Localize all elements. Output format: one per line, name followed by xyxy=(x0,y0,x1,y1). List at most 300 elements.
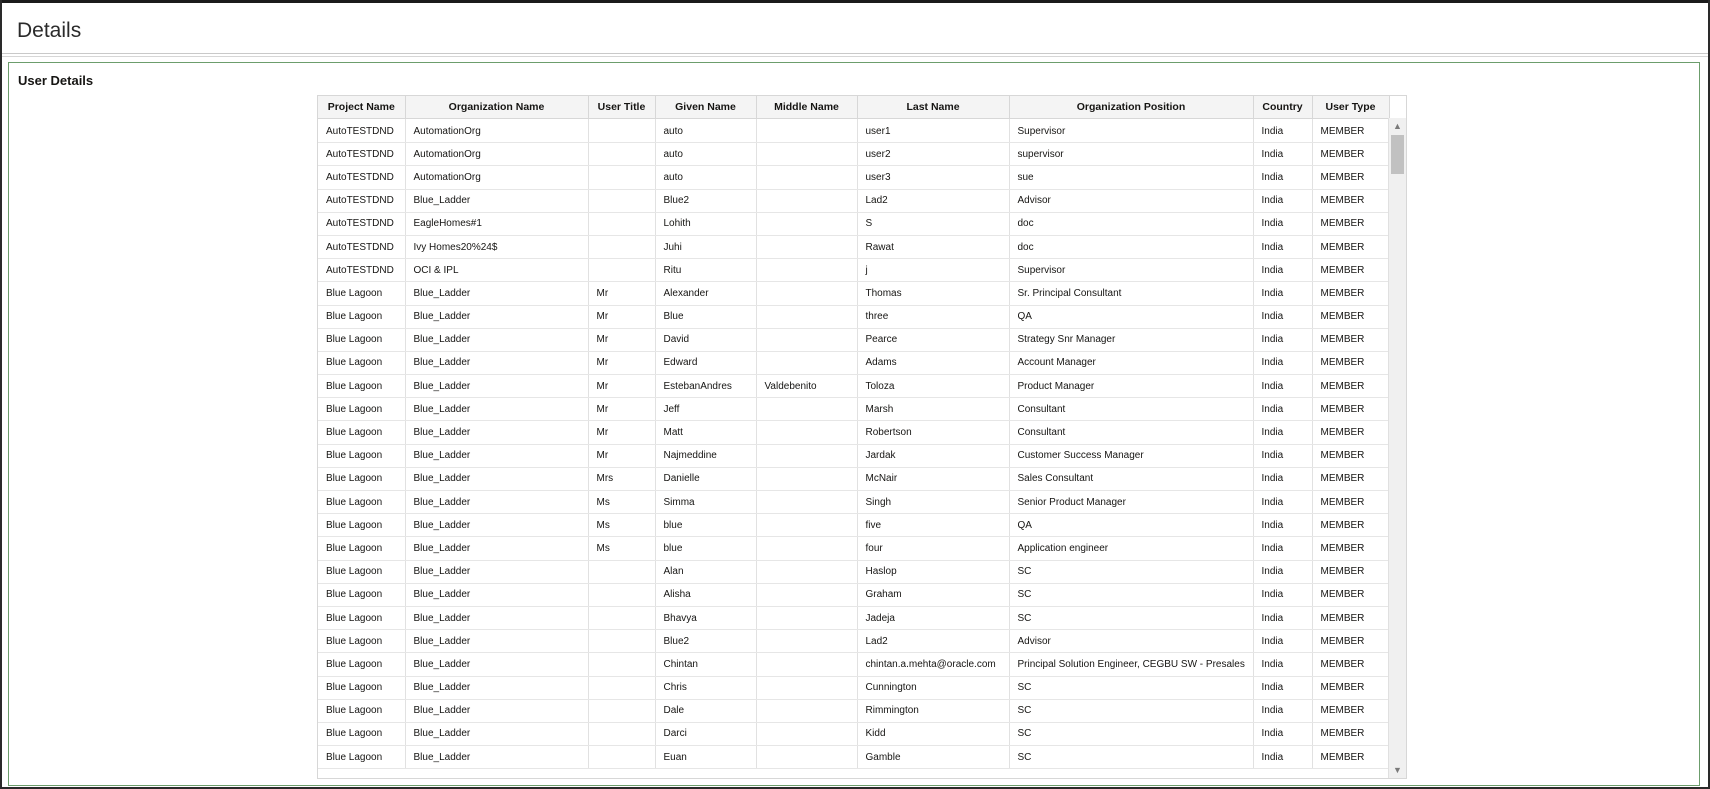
table-cell xyxy=(756,328,857,351)
table-cell: blue xyxy=(655,537,756,560)
table-row[interactable] xyxy=(318,606,1389,629)
table-cell: Darci xyxy=(655,722,756,745)
table-row[interactable] xyxy=(318,421,1389,444)
table-cell: Blue Lagoon xyxy=(318,305,405,328)
table-cell: India xyxy=(1253,421,1312,444)
table-cell: SC xyxy=(1009,606,1253,629)
chevron-up-icon[interactable]: ▲ xyxy=(1393,121,1402,131)
table-cell: MEMBER xyxy=(1312,166,1389,189)
table-cell: Blue Lagoon xyxy=(318,537,405,560)
table-cell: MEMBER xyxy=(1312,351,1389,374)
table-cell: Singh xyxy=(857,491,1009,514)
table-row[interactable] xyxy=(318,375,1389,398)
table-cell: MEMBER xyxy=(1312,583,1389,606)
table-cell: Blue_Ladder xyxy=(405,514,588,537)
table-cell xyxy=(588,259,655,282)
table-row[interactable] xyxy=(318,746,1389,769)
table-cell: Blue Lagoon xyxy=(318,630,405,653)
table-cell: Strategy Snr Manager xyxy=(1009,328,1253,351)
table-cell xyxy=(588,560,655,583)
table-cell: auto xyxy=(655,119,756,143)
table-cell: Advisor xyxy=(1009,630,1253,653)
table-cell: Alexander xyxy=(655,282,756,305)
table-cell: MEMBER xyxy=(1312,305,1389,328)
table-cell: Blue Lagoon xyxy=(318,606,405,629)
table-cell: MEMBER xyxy=(1312,537,1389,560)
table-cell xyxy=(756,166,857,189)
table-cell xyxy=(588,699,655,722)
table-cell: Blue_Ladder xyxy=(405,653,588,676)
table-cell xyxy=(756,537,857,560)
table-cell: Blue_Ladder xyxy=(405,421,588,444)
table-cell: sue xyxy=(1009,166,1253,189)
table-cell: India xyxy=(1253,328,1312,351)
panel-title: User Details xyxy=(18,73,94,88)
table-cell: Blue Lagoon xyxy=(318,375,405,398)
table-cell: Blue_Ladder xyxy=(405,189,588,212)
table-cell xyxy=(756,398,857,421)
table-cell: Mr xyxy=(588,328,655,351)
table-cell: India xyxy=(1253,375,1312,398)
table-cell: India xyxy=(1253,491,1312,514)
column-header[interactable]: User Type xyxy=(1312,96,1389,119)
table-cell: MEMBER xyxy=(1312,514,1389,537)
table-cell: Rawat xyxy=(857,235,1009,258)
table-cell: Mr xyxy=(588,444,655,467)
table-cell: AutoTESTDND xyxy=(318,166,405,189)
table-cell: Gamble xyxy=(857,746,1009,769)
table-cell: Blue Lagoon xyxy=(318,491,405,514)
table-cell: Account Manager xyxy=(1009,351,1253,374)
table-cell: S xyxy=(857,212,1009,235)
table-cell: Bhavya xyxy=(655,606,756,629)
table-cell: MEMBER xyxy=(1312,699,1389,722)
vertical-scrollbar[interactable] xyxy=(1388,118,1406,778)
table-cell: David xyxy=(655,328,756,351)
table-cell: Mr xyxy=(588,305,655,328)
table-cell: Blue Lagoon xyxy=(318,444,405,467)
table-cell xyxy=(756,676,857,699)
table-cell: AutoTESTDND xyxy=(318,189,405,212)
table-cell: MEMBER xyxy=(1312,560,1389,583)
table-header-row xyxy=(318,96,1389,119)
table-cell: user2 xyxy=(857,143,1009,166)
table-cell: Euan xyxy=(655,746,756,769)
table-cell xyxy=(588,583,655,606)
table-row[interactable] xyxy=(318,328,1389,351)
table-row[interactable] xyxy=(318,166,1389,189)
table-row[interactable] xyxy=(318,722,1389,745)
table-cell: Blue Lagoon xyxy=(318,351,405,374)
table-cell: Consultant xyxy=(1009,421,1253,444)
table-cell: Blue2 xyxy=(655,189,756,212)
table-cell: India xyxy=(1253,444,1312,467)
table-cell xyxy=(588,189,655,212)
table-cell: India xyxy=(1253,537,1312,560)
table-cell: Blue_Ladder xyxy=(405,398,588,421)
table-cell xyxy=(756,606,857,629)
table-cell: Blue Lagoon xyxy=(318,514,405,537)
table-cell: Supervisor xyxy=(1009,259,1253,282)
table-cell: MEMBER xyxy=(1312,444,1389,467)
table-cell xyxy=(756,630,857,653)
table-cell: MEMBER xyxy=(1312,606,1389,629)
table-cell: doc xyxy=(1009,235,1253,258)
table-cell xyxy=(588,212,655,235)
table-cell: Lohith xyxy=(655,212,756,235)
table-cell xyxy=(756,212,857,235)
table-row[interactable] xyxy=(318,305,1389,328)
table-cell: McNair xyxy=(857,467,1009,490)
table-cell xyxy=(756,514,857,537)
table-cell xyxy=(756,259,857,282)
table-cell: Mr xyxy=(588,282,655,305)
table-cell: doc xyxy=(1009,212,1253,235)
table-row[interactable] xyxy=(318,351,1389,374)
table-cell: Blue Lagoon xyxy=(318,467,405,490)
table-cell: AutoTESTDND xyxy=(318,235,405,258)
table-cell: Alisha xyxy=(655,583,756,606)
table-cell: Blue_Ladder xyxy=(405,722,588,745)
table-cell: Blue Lagoon xyxy=(318,676,405,699)
table-cell: MEMBER xyxy=(1312,630,1389,653)
table-row[interactable] xyxy=(318,444,1389,467)
table-cell: SC xyxy=(1009,583,1253,606)
table-cell: chintan.a.mehta@oracle.com xyxy=(857,653,1009,676)
table-cell: MEMBER xyxy=(1312,328,1389,351)
table-cell: MEMBER xyxy=(1312,722,1389,745)
table-row[interactable] xyxy=(318,630,1389,653)
table-row[interactable] xyxy=(318,560,1389,583)
table-cell: blue xyxy=(655,514,756,537)
header-divider xyxy=(2,56,1708,57)
table-cell: MEMBER xyxy=(1312,421,1389,444)
table-cell: QA xyxy=(1009,305,1253,328)
table-cell xyxy=(588,746,655,769)
table-cell: Mrs xyxy=(588,467,655,490)
table-cell: MEMBER xyxy=(1312,375,1389,398)
table-cell: five xyxy=(857,514,1009,537)
table-cell: Senior Product Manager xyxy=(1009,491,1253,514)
table-cell: India xyxy=(1253,467,1312,490)
table-cell: supervisor xyxy=(1009,143,1253,166)
table-cell: Pearce xyxy=(857,328,1009,351)
table-cell: j xyxy=(857,259,1009,282)
table-row[interactable] xyxy=(318,676,1389,699)
table-cell: Ms xyxy=(588,491,655,514)
table-cell: Lad2 xyxy=(857,630,1009,653)
table-cell: SC xyxy=(1009,699,1253,722)
table-cell: India xyxy=(1253,606,1312,629)
table-cell: Ms xyxy=(588,537,655,560)
table-cell: Mr xyxy=(588,351,655,374)
table-cell: Lad2 xyxy=(857,189,1009,212)
table-cell xyxy=(756,235,857,258)
table-cell: Dale xyxy=(655,699,756,722)
table-cell: Blue xyxy=(655,305,756,328)
table-cell: Blue_Ladder xyxy=(405,630,588,653)
table-cell: Blue_Ladder xyxy=(405,351,588,374)
table-row[interactable] xyxy=(318,514,1389,537)
table-cell: Jadeja xyxy=(857,606,1009,629)
table-cell: Principal Solution Engineer, CEGBU SW - Presales xyxy=(1009,653,1253,676)
table-cell: Blue_Ladder xyxy=(405,746,588,769)
table-row[interactable] xyxy=(318,699,1389,722)
column-header[interactable]: Given Name xyxy=(655,96,756,119)
table-cell xyxy=(588,606,655,629)
table-cell: India xyxy=(1253,351,1312,374)
table-cell: India xyxy=(1253,653,1312,676)
table-cell: Blue_Ladder xyxy=(405,305,588,328)
table-cell xyxy=(756,491,857,514)
table-cell: Ms xyxy=(588,514,655,537)
table-row[interactable] xyxy=(318,143,1389,166)
table-body xyxy=(318,119,1389,769)
table-cell: Ivy Homes20%24$ xyxy=(405,235,588,258)
table-cell: Blue_Ladder xyxy=(405,699,588,722)
table-cell xyxy=(588,143,655,166)
table-cell: Product Manager xyxy=(1009,375,1253,398)
column-header[interactable]: User Title xyxy=(588,96,655,119)
table-cell: Mr xyxy=(588,375,655,398)
table-cell: Mr xyxy=(588,421,655,444)
table-cell: Adams xyxy=(857,351,1009,374)
table-row[interactable] xyxy=(318,259,1389,282)
table-row[interactable] xyxy=(318,189,1389,212)
table-cell: Jardak xyxy=(857,444,1009,467)
table-cell xyxy=(756,282,857,305)
table-cell: SC xyxy=(1009,746,1253,769)
table-cell: AutoTESTDND xyxy=(318,259,405,282)
table-cell: EstebanAndres xyxy=(655,375,756,398)
user-details-panel xyxy=(8,62,1700,786)
table-cell: Blue_Ladder xyxy=(405,375,588,398)
table-row[interactable] xyxy=(318,537,1389,560)
scrollbar-thumb[interactable] xyxy=(1391,135,1404,174)
table-cell: Blue_Ladder xyxy=(405,583,588,606)
table-cell: SC xyxy=(1009,722,1253,745)
column-header[interactable]: Last Name xyxy=(857,96,1009,119)
table-cell xyxy=(588,630,655,653)
table-cell xyxy=(588,653,655,676)
table-cell: Marsh xyxy=(857,398,1009,421)
table-cell: MEMBER xyxy=(1312,491,1389,514)
table-cell: Blue_Ladder xyxy=(405,467,588,490)
table-cell: user3 xyxy=(857,166,1009,189)
table-cell: India xyxy=(1253,212,1312,235)
table-cell xyxy=(756,746,857,769)
table-cell: Blue Lagoon xyxy=(318,746,405,769)
column-header[interactable]: Project Name xyxy=(318,96,405,119)
table-cell: India xyxy=(1253,143,1312,166)
table-cell: Blue_Ladder xyxy=(405,537,588,560)
table-cell: MEMBER xyxy=(1312,467,1389,490)
table-cell: Matt xyxy=(655,421,756,444)
table-cell: India xyxy=(1253,119,1312,143)
column-header[interactable]: Country xyxy=(1253,96,1312,119)
table-cell: EagleHomes#1 xyxy=(405,212,588,235)
table-cell: Chris xyxy=(655,676,756,699)
table-cell: Valdebenito xyxy=(756,375,857,398)
table-cell: Blue Lagoon xyxy=(318,722,405,745)
user-details-table xyxy=(318,96,1390,769)
table-cell: three xyxy=(857,305,1009,328)
table-cell: Blue_Ladder xyxy=(405,328,588,351)
table-cell: Blue_Ladder xyxy=(405,606,588,629)
table-cell: Robertson xyxy=(857,421,1009,444)
column-header[interactable]: Middle Name xyxy=(756,96,857,119)
table-cell: Blue Lagoon xyxy=(318,699,405,722)
table-cell: Najmeddine xyxy=(655,444,756,467)
table-cell: OCI & IPL xyxy=(405,259,588,282)
table-cell: Alan xyxy=(655,560,756,583)
table-cell: Sr. Principal Consultant xyxy=(1009,282,1253,305)
table-cell: Ritu xyxy=(655,259,756,282)
table-cell: Advisor xyxy=(1009,189,1253,212)
table-cell: Jeff xyxy=(655,398,756,421)
table-cell: Blue_Ladder xyxy=(405,491,588,514)
table-cell xyxy=(756,189,857,212)
table-cell: MEMBER xyxy=(1312,746,1389,769)
table-cell xyxy=(756,421,857,444)
table-cell xyxy=(756,560,857,583)
table-cell xyxy=(588,235,655,258)
table-cell: auto xyxy=(655,166,756,189)
table-cell: Sales Consultant xyxy=(1009,467,1253,490)
table-cell: Danielle xyxy=(655,467,756,490)
table-cell: AutoTESTDND xyxy=(318,119,405,143)
table-cell: Supervisor xyxy=(1009,119,1253,143)
table-cell: Edward xyxy=(655,351,756,374)
table-cell: MEMBER xyxy=(1312,212,1389,235)
table-cell: MEMBER xyxy=(1312,119,1389,143)
table-cell: Blue_Ladder xyxy=(405,282,588,305)
table-cell: MEMBER xyxy=(1312,398,1389,421)
table-cell: Application engineer xyxy=(1009,537,1253,560)
table-cell xyxy=(756,119,857,143)
table-cell: AutomationOrg xyxy=(405,166,588,189)
column-header[interactable]: Organization Position xyxy=(1009,96,1253,119)
table-cell: SC xyxy=(1009,560,1253,583)
table-cell: Rimmington xyxy=(857,699,1009,722)
table-cell: India xyxy=(1253,398,1312,421)
table-cell: MEMBER xyxy=(1312,259,1389,282)
table-cell xyxy=(756,583,857,606)
table-cell: Consultant xyxy=(1009,398,1253,421)
page-title: Details xyxy=(17,19,82,42)
table-cell: India xyxy=(1253,560,1312,583)
table-cell: AutoTESTDND xyxy=(318,212,405,235)
table-cell: Blue Lagoon xyxy=(318,583,405,606)
table-cell: India xyxy=(1253,583,1312,606)
table-cell: MEMBER xyxy=(1312,189,1389,212)
table-cell: AutomationOrg xyxy=(405,143,588,166)
chevron-down-icon[interactable]: ▼ xyxy=(1393,765,1402,775)
table-cell: India xyxy=(1253,676,1312,699)
column-header[interactable]: Organization Name xyxy=(405,96,588,119)
table-cell: four xyxy=(857,537,1009,560)
table-cell: India xyxy=(1253,282,1312,305)
table-cell xyxy=(756,143,857,166)
table-row[interactable] xyxy=(318,235,1389,258)
table-cell: AutoTESTDND xyxy=(318,143,405,166)
table-cell xyxy=(756,305,857,328)
table-cell xyxy=(588,722,655,745)
table-cell: India xyxy=(1253,305,1312,328)
table-row[interactable] xyxy=(318,119,1389,143)
table-cell: Blue Lagoon xyxy=(318,560,405,583)
table-cell: Blue Lagoon xyxy=(318,328,405,351)
table-cell: Thomas xyxy=(857,282,1009,305)
table-cell: Blue Lagoon xyxy=(318,421,405,444)
table-cell: Blue Lagoon xyxy=(318,398,405,421)
table-cell: Graham xyxy=(857,583,1009,606)
table-cell: Chintan xyxy=(655,653,756,676)
table-cell xyxy=(756,351,857,374)
table-cell: MEMBER xyxy=(1312,653,1389,676)
table-cell: India xyxy=(1253,722,1312,745)
table-cell: Toloza xyxy=(857,375,1009,398)
table-cell xyxy=(588,119,655,143)
table-cell xyxy=(756,444,857,467)
table-cell: Blue_Ladder xyxy=(405,444,588,467)
table-row[interactable] xyxy=(318,398,1389,421)
table-cell: Blue_Ladder xyxy=(405,560,588,583)
table-cell: India xyxy=(1253,235,1312,258)
table-cell: India xyxy=(1253,699,1312,722)
table-cell: Blue Lagoon xyxy=(318,282,405,305)
table-row[interactable] xyxy=(318,212,1389,235)
table-row[interactable] xyxy=(318,282,1389,305)
table-row[interactable] xyxy=(318,467,1389,490)
table-cell: Mr xyxy=(588,398,655,421)
table-row[interactable] xyxy=(318,653,1389,676)
table-row[interactable] xyxy=(318,583,1389,606)
table-cell: Cunnington xyxy=(857,676,1009,699)
table-cell: MEMBER xyxy=(1312,676,1389,699)
table-cell xyxy=(756,653,857,676)
page-header xyxy=(2,3,1708,54)
table-cell: MEMBER xyxy=(1312,282,1389,305)
table-cell: QA xyxy=(1009,514,1253,537)
user-details-grid xyxy=(317,95,1407,779)
table-row[interactable] xyxy=(318,491,1389,514)
table-cell: Simma xyxy=(655,491,756,514)
table-cell: India xyxy=(1253,746,1312,769)
table-cell: India xyxy=(1253,259,1312,282)
table-cell xyxy=(756,467,857,490)
table-cell: SC xyxy=(1009,676,1253,699)
window-left-border xyxy=(0,0,2,789)
table-cell: India xyxy=(1253,630,1312,653)
table-cell: India xyxy=(1253,514,1312,537)
table-cell xyxy=(756,722,857,745)
table-cell: MEMBER xyxy=(1312,143,1389,166)
table-cell xyxy=(588,676,655,699)
table-cell: Juhi xyxy=(655,235,756,258)
table-cell xyxy=(756,699,857,722)
table-cell xyxy=(588,166,655,189)
table-cell: user1 xyxy=(857,119,1009,143)
table-cell: Kidd xyxy=(857,722,1009,745)
table-cell: India xyxy=(1253,166,1312,189)
table-cell: Haslop xyxy=(857,560,1009,583)
table-cell: Blue Lagoon xyxy=(318,653,405,676)
table-cell: Customer Success Manager xyxy=(1009,444,1253,467)
table-cell: AutomationOrg xyxy=(405,119,588,143)
table-cell: Blue2 xyxy=(655,630,756,653)
table-cell: MEMBER xyxy=(1312,235,1389,258)
